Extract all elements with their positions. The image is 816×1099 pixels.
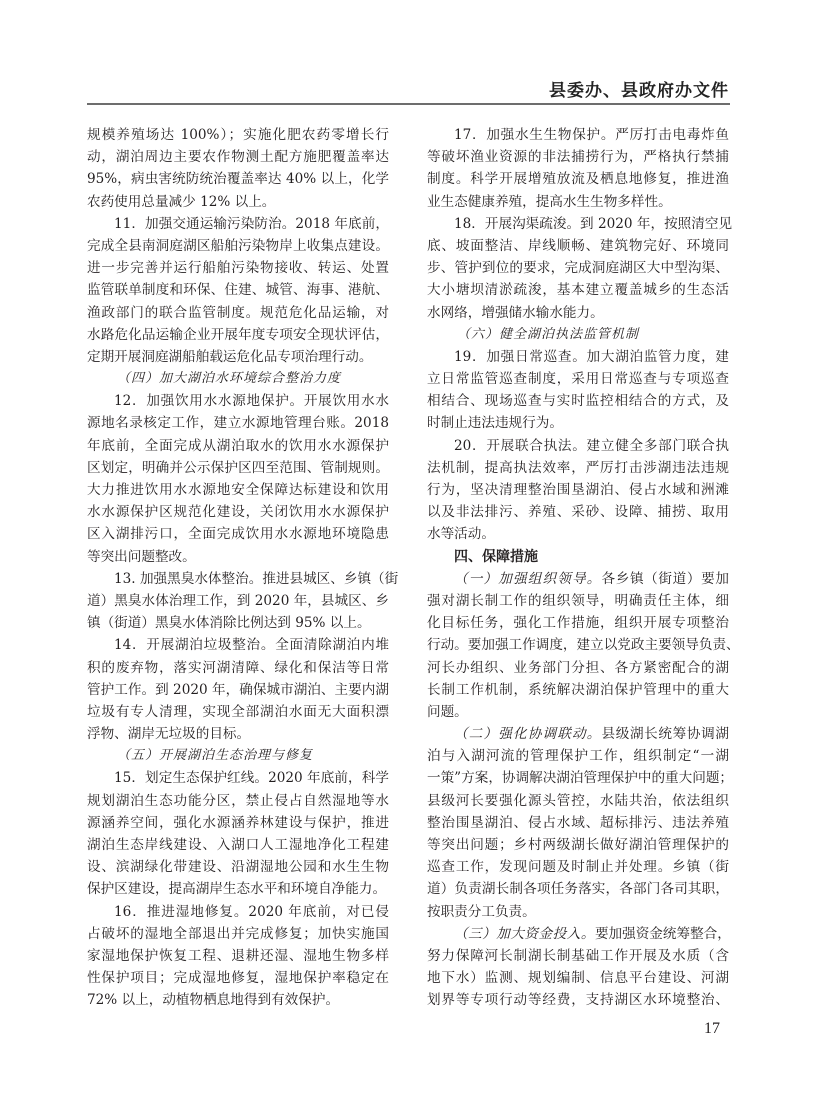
text-line: 积的废弃物，落实河湖清障、绿化和保洁等日常 — [87, 659, 389, 676]
paragraph — [87, 901, 389, 1012]
text-line: 渔政部门的联合监管制度。规范危化品运输，对 — [87, 304, 389, 321]
paragraph — [427, 723, 734, 923]
paragraph — [87, 767, 389, 900]
text-line: 强对湖长制工作的组织领导，明确责任主体，细 — [427, 592, 729, 609]
text-line: 等破坏渔业资源的非法捕捞行为，严格执行禁捕 — [427, 149, 729, 166]
text-line: 12．加强饮用水水源地保护。开展饮用水水 — [114, 393, 389, 410]
text-line: 行为，坚决清理整治围垦湖泊、侵占水域和洲滩 — [427, 482, 729, 499]
text-line: 保护区建设，提高湖岸生态水平和环境自净能力。 — [87, 881, 387, 898]
paragraph — [427, 568, 740, 723]
text-line: 农药使用总量减少 12% 以上。 — [87, 193, 276, 210]
running-header: 县委办、县政府办文件 — [549, 81, 729, 101]
text-line: 道）负责湖长制各项任务落实，各部门各司其职， — [427, 881, 729, 898]
paragraph-lead: （三）加大资金投入。 — [454, 925, 595, 942]
text-line: 底、坡面整洁、岸线顺畅、建筑物完好、环境同 — [427, 237, 729, 254]
line-text: 要加强资金统筹整合， — [594, 925, 731, 942]
text-line: 13. 加强黑臭水体整治。推进县城区、乡镇（街 — [114, 570, 399, 587]
text-line — [427, 923, 729, 945]
text-line: 年底前，全面完成从湖泊取水的饮用水水源保护 — [87, 437, 389, 454]
text-line: 水等活动。 — [427, 526, 495, 543]
text-line: 巡查工作，发现问题及时制止并处理。乡镇（街 — [427, 859, 729, 876]
text-line: 垃圾有专人清理，实现全部湖泊水面无大面积漂 — [87, 703, 389, 720]
text-line: 源地名录核定工作，建立水源地管理台账。2018 — [87, 415, 389, 432]
text-line: 问题。 — [427, 703, 468, 720]
text-line: 占破坏的湿地全部退出并完成修复；加快实施国 — [87, 925, 389, 942]
text-line: 一策”方案，协调解决湖泊管理保护中的重大问题； — [427, 770, 734, 787]
text-line: 规划湖泊生态功能分区，禁止侵占自然湿地等水 — [87, 792, 389, 809]
text-line: 设、滨湖绿化带建设、沿湖湿地公园和水生生物 — [87, 859, 389, 876]
section-heading: 四、保障措施 — [454, 548, 538, 565]
text-line: 水网络，增强储水输水能力。 — [427, 304, 604, 321]
text-line: 划界等专项行动等经费，支持湖区水环境整治、 — [427, 992, 729, 1009]
paragraph — [87, 634, 389, 745]
text-line: 等突出问题整改。 — [87, 548, 196, 565]
paragraph — [87, 124, 389, 213]
text-line: 定期开展洞庭湖船舶载运危化品专项治理行动。 — [87, 348, 373, 365]
paragraph — [427, 213, 733, 324]
subsection-heading: （五）开展湖泊生态治理与修复 — [117, 748, 314, 764]
text-line: 管护工作。到 2020 年，确保城市湖泊、主要内湖 — [87, 681, 389, 698]
paragraph — [427, 346, 729, 435]
text-line: 相结合、现场巡查与实时监控相结合的方式，及 — [427, 393, 729, 410]
text-line: 地下水）监测、规划编制、信息平台建设、河湖 — [427, 970, 729, 987]
text-line: 规模养殖场达 100%）；实施化肥农药零增长行 — [87, 127, 389, 143]
subsection-heading: （四）加大湖泊水环境综合整治力度 — [117, 371, 342, 387]
paragraph — [87, 390, 389, 568]
text-line: 水路危化品运输企业开展年度专项安全现状评估， — [87, 326, 389, 343]
paragraph — [87, 213, 389, 368]
text-line: 立日常监管巡查制度，采用日常巡查与专项巡查 — [427, 371, 729, 388]
paragraph-lead: （一）加强组织领导。 — [454, 570, 602, 587]
text-line: 整治围垦湖泊、侵占水域、超标排污、违法养殖 — [427, 814, 729, 831]
text-line: 进一步完善并运行船舶污染物接收、转运、处置 — [87, 260, 389, 277]
page-number: 17 — [704, 1020, 720, 1037]
text-line — [427, 568, 729, 590]
text-line: 16．推进湿地修复。2020 年底前，对已侵 — [114, 903, 389, 920]
text-line: 泊与入湖河流的管理保护工作，组织制定“一湖 — [427, 748, 729, 765]
text-line: 15．划定生态保护红线。2020 年底前，科学 — [114, 770, 389, 787]
line-text: 县级湖长统筹协调湖 — [601, 726, 730, 743]
text-line: 家湿地保护恢复工程、退耕还湿、湿地生物多样 — [87, 947, 389, 964]
paragraph — [87, 568, 399, 635]
paragraph-lead: （二）强化协调联动。 — [454, 726, 602, 743]
text-line: 72% 以上，动植物栖息地得到有效保护。 — [87, 992, 340, 1009]
text-line — [427, 723, 729, 745]
left-column — [87, 124, 399, 1012]
line-text: 各乡镇（街道）要加 — [601, 570, 730, 587]
text-line: 完成全县南洞庭湖区船舶污染物岸上收集点建设。 — [87, 237, 389, 254]
text-line: 化目标任务，强化工作措施，组织开展专项整治 — [427, 615, 729, 632]
text-line: 17．加强水生生物保护。严厉打击电毒炸鱼 — [454, 127, 729, 143]
text-line: 大力推进饮用水水源地安全保障达标建设和饮用 — [87, 482, 389, 499]
text-line: 步、管护到位的要求，完成洞庭湖区大中型沟渠、 — [427, 260, 729, 277]
text-line: 源涵养空间，强化水源涵养林建设与保护，推进 — [87, 814, 389, 831]
text-line: 长制工作机制，系统解决湖泊保护管理中的重大 — [427, 681, 729, 698]
text-line: 行动。要加强工作调度，建立以党政主要领导负责、 — [427, 637, 740, 654]
text-line: 河长办组织、业务部门分担、各方紧密配合的湖 — [427, 659, 729, 676]
text-line: 以及非法排污、养殖、采砂、设障、捕捞、取用 — [427, 504, 729, 521]
text-line: 95%，病虫害统防统治覆盖率达 40% 以上，化学 — [87, 171, 389, 188]
paragraph — [427, 923, 729, 1012]
text-line: 动，湖泊周边主要农作物测土配方施肥覆盖率达 — [87, 149, 389, 166]
text-line: 监管联单制度和环保、住建、城管、海事、港航、 — [87, 282, 389, 299]
text-line: 19．加强日常巡查。加大湖泊监管力度，建 — [454, 348, 729, 365]
text-line: 14．开展湖泊垃圾整治。全面清除湖泊内堆 — [114, 637, 389, 654]
text-line: 浮物、湖岸无垃圾的目标。 — [87, 726, 251, 743]
text-line: 湖泊生态岸线建设、入湖口人工湿地净化工程建 — [87, 837, 389, 854]
text-line: 18．开展沟渠疏浚。到 2020 年，按照清空见 — [454, 215, 733, 232]
text-line: 努力保障河长制湖长制基础工作开展及水质（含 — [427, 947, 729, 964]
text-line: 时制止违法违规行为。 — [427, 415, 563, 432]
text-line: 区入湖排污口，全面完成饮用水水源地环境隐患 — [87, 526, 389, 543]
paragraph — [427, 435, 729, 546]
text-line: 等突出问题；乡村两级湖长做好湖泊管理保护的 — [427, 837, 729, 854]
text-line: 业生态健康养殖，提高水生生物多样性。 — [427, 193, 672, 210]
text-line: 20．开展联合执法。建立健全多部门联合执 — [454, 437, 729, 454]
text-line: 水水源保护区规范化建设，关闭饮用水水源保护 — [87, 504, 389, 521]
text-line: 县级河长要强化源头管控，水陆共治，依法组织 — [427, 792, 729, 809]
text-line: 制度。科学开展增殖放流及栖息地修复，推进渔 — [427, 171, 729, 188]
text-line: 道）黑臭水体治理工作，到 2020 年，县城区、乡 — [87, 592, 389, 609]
text-line: 镇（街道）黑臭水体消除比例达到 95% 以上。 — [87, 615, 371, 632]
text-line: 大小塘坝清淤疏浚，基本建立覆盖城乡的生态活 — [427, 282, 729, 299]
right-column — [427, 124, 740, 1012]
text-line: 11．加强交通运输污染防治。2018 年底前， — [114, 215, 389, 232]
text-line: 区划定，明确并公示保护区四至范围、管制规则。 — [87, 459, 389, 476]
subsection-heading: （六）健全湖泊执法监管机制 — [457, 326, 640, 342]
header-rule — [87, 103, 730, 105]
text-line: 按职责分工负责。 — [427, 903, 536, 920]
paragraph — [427, 124, 729, 213]
text-line: 性保护项目；完成湿地修复，湿地保护率稳定在 — [87, 970, 389, 987]
text-line: 法机制，提高执法效率，严厉打击涉湖违法违规 — [427, 459, 729, 476]
